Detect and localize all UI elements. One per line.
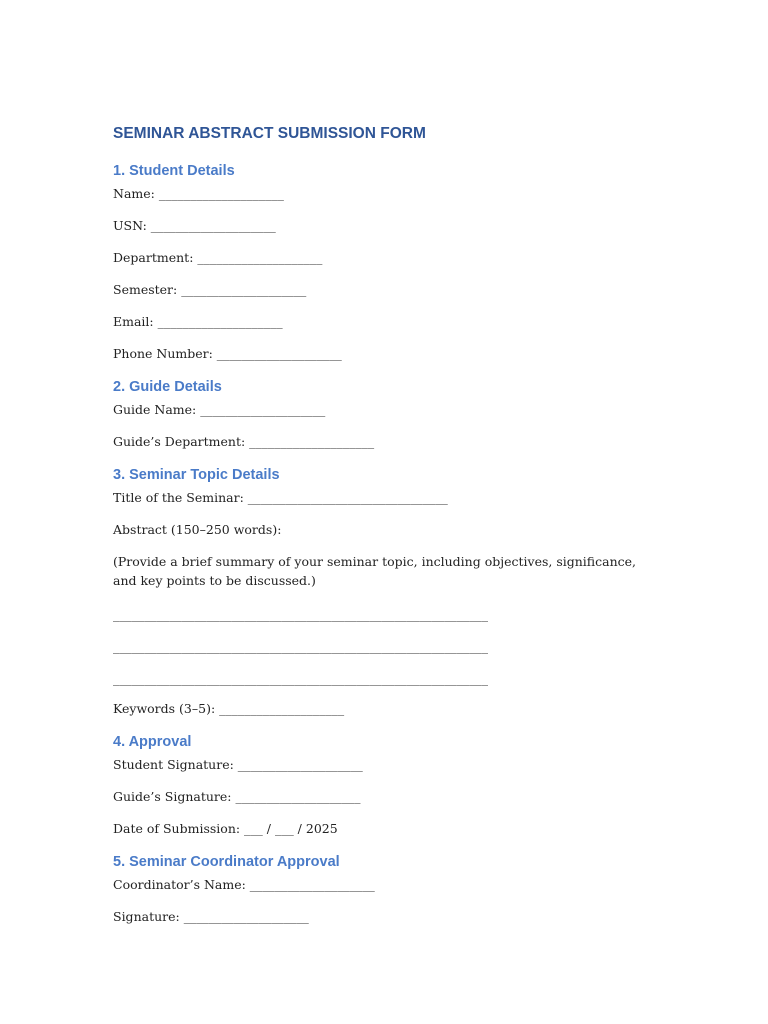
abstract-label: Abstract (150–250 words):	[113, 522, 282, 537]
abstract-blank-line-2: ____________________________________________________________	[113, 639, 488, 654]
keywords-field: Keywords (3–5): ____________________	[113, 701, 345, 716]
abstract-blank-line-1: ____________________________________________________________	[113, 607, 488, 622]
semester-field: Semester: ____________________	[113, 282, 307, 297]
coordinator-name-field: Coordinator’s Name: ____________________	[113, 877, 375, 892]
section-heading-coordinator: 5. Seminar Coordinator Approval	[113, 854, 340, 870]
guide-department-field: Guide’s Department: ____________________	[113, 434, 375, 449]
phone-field: Phone Number: ____________________	[113, 346, 342, 361]
section-heading-topic: 3. Seminar Topic Details	[113, 467, 280, 483]
student-name-field: Name: ____________________	[113, 186, 284, 201]
student-signature-field: Student Signature: ____________________	[113, 757, 363, 772]
abstract-blank-line-3: ____________________________________________________________	[113, 671, 488, 686]
email-field: Email: ____________________	[113, 314, 283, 329]
submission-date-field: Date of Submission: ___ / ___ / 2025	[113, 821, 338, 836]
section-heading-student: 1. Student Details	[113, 163, 235, 179]
usn-field: USN: ____________________	[113, 218, 276, 233]
guide-name-field: Guide Name: ____________________	[113, 402, 326, 417]
guide-signature-field: Guide’s Signature: ____________________	[113, 789, 361, 804]
department-field: Department: ____________________	[113, 250, 323, 265]
seminar-title-field: Title of the Seminar: ________________________________	[113, 490, 448, 505]
section-heading-approval: 4. Approval	[113, 734, 192, 750]
coordinator-signature-field: Signature: ____________________	[113, 909, 309, 924]
form-title: SEMINAR ABSTRACT SUBMISSION FORM	[113, 125, 426, 142]
section-heading-guide: 2. Guide Details	[113, 379, 222, 395]
abstract-instructions: (Provide a brief summary of your seminar topic, including objectives, significance, and key points to be discussed.)	[113, 554, 637, 588]
